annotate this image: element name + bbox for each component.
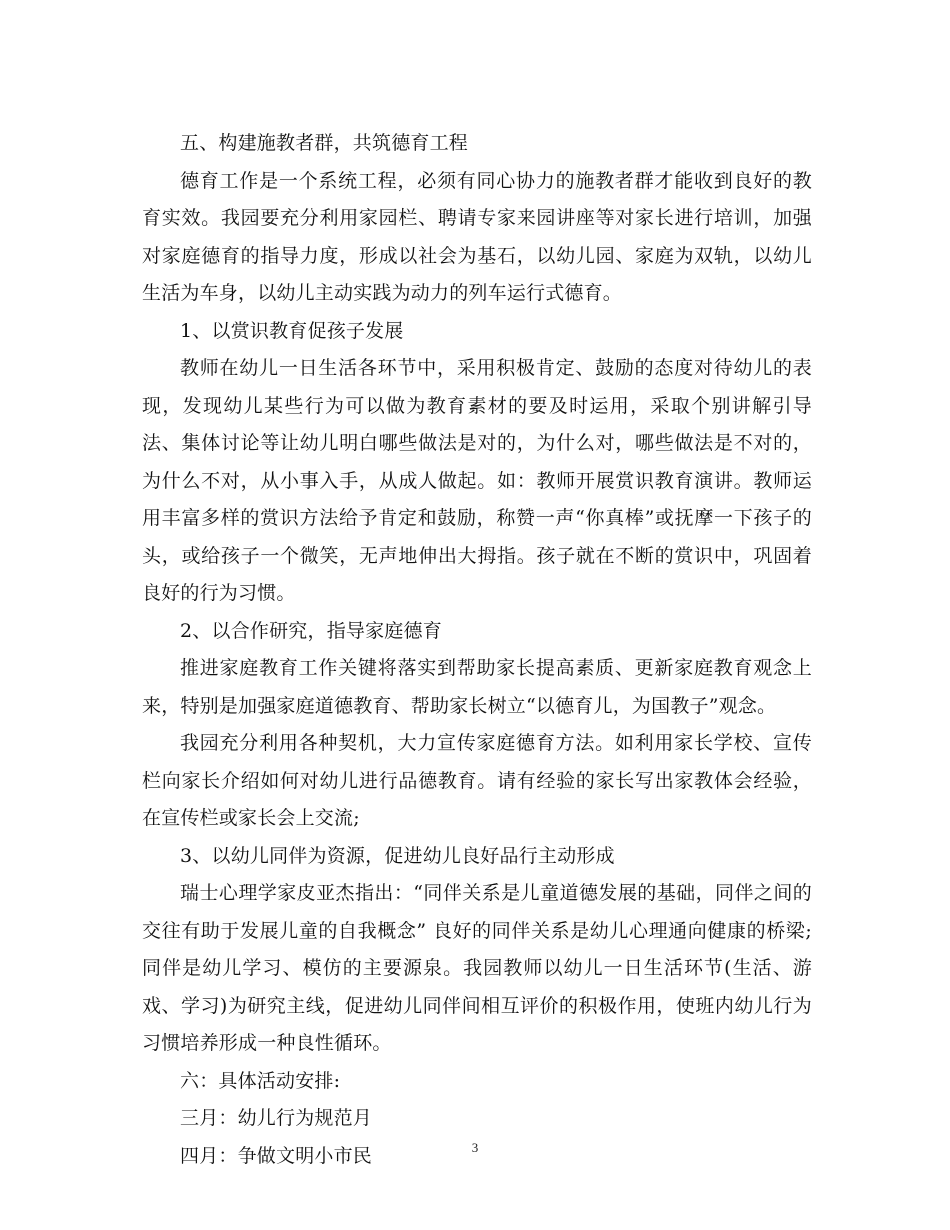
activity-april: 四月：争做文明小市民 bbox=[180, 1144, 373, 1167]
page-number: 3 bbox=[471, 1140, 479, 1155]
section-heading-5: 五、构建施教者群，共筑德育工程 bbox=[180, 132, 469, 154]
paragraph-piaget-peer-relations: 瑞士心理学家皮亚杰指出：“同伴关系是儿童道德发展的基础，同伴之间的交往有助于发展儿童的自我概念” 良好的同伴关系是幼儿心理通向健康的桥梁;同伴是幼儿学习、模仿的主要源泉。我园教师以幼儿一日生活环节(生活、游戏、学习)为研究主线，促进幼儿同伴间相互评价的积极作用，使班内幼儿行为习惯培养形成一种良性循环。 bbox=[142, 882, 812, 1054]
subheading-cooperative-research: 2、以合作研究，指导家庭德育 bbox=[180, 619, 442, 642]
subheading-appreciation-education: 1、以赏识教育促孩子发展 bbox=[180, 319, 404, 342]
section-heading-6: 六：具体活动安排: bbox=[180, 1069, 341, 1092]
paragraph-family-education: 推进家庭教育工作关键将落实到帮助家长提高素质、更新家庭教育观念上来，特别是加强家庭道德教育、帮助家长树立“以德育儿，为国教子”观念。 bbox=[142, 657, 812, 717]
subheading-peer-resources: 3、以幼儿同伴为资源，促进幼儿良好品行主动形成 bbox=[180, 844, 615, 867]
document-body bbox=[142, 125, 812, 1175]
paragraph-family-promotion: 我园充分利用各种契机，大力宣传家庭德育方法。如利用家长学校、宣传栏向家长介绍如何对幼儿进行品德教育。请有经验的家长写出家教体会经验，在宣传栏或家长会上交流; bbox=[142, 732, 812, 829]
paragraph-appreciation-education: 教师在幼儿一日生活各环节中，采用积极肯定、鼓励的态度对待幼儿的表现，发现幼儿某些行为可以做为教育素材的要及时运用，采取个别讲解引导法、集体讨论等让幼儿明白哪些做法是对的，为什么对，哪些做法是不对的，为什么不对，从小事入手，从成人做起。如：教师开展赏识教育演讲。教师运用丰富多样的赏识方法给予肯定和鼓励，称赞一声“你真棒”或抚摩一下孩子的头，或给孩子一个微笑，无声地伸出大拇指。孩子就在不断的赏识中，巩固着良好的行为习惯。 bbox=[142, 357, 812, 604]
activity-march: 三月：幼儿行为规范月 bbox=[180, 1107, 373, 1129]
paragraph-moral-education-system: 德育工作是一个系统工程，必须有同心协力的施教者群才能收到良好的教育实效。我园要充分利用家园栏、聘请专家来园讲座等对家长进行培训，加强对家庭德育的指导力度，形成以社会为基石，以幼儿园、家庭为双轨，以幼儿生活为车身，以幼儿主动实践为动力的列车运行式德育。 bbox=[142, 169, 812, 304]
